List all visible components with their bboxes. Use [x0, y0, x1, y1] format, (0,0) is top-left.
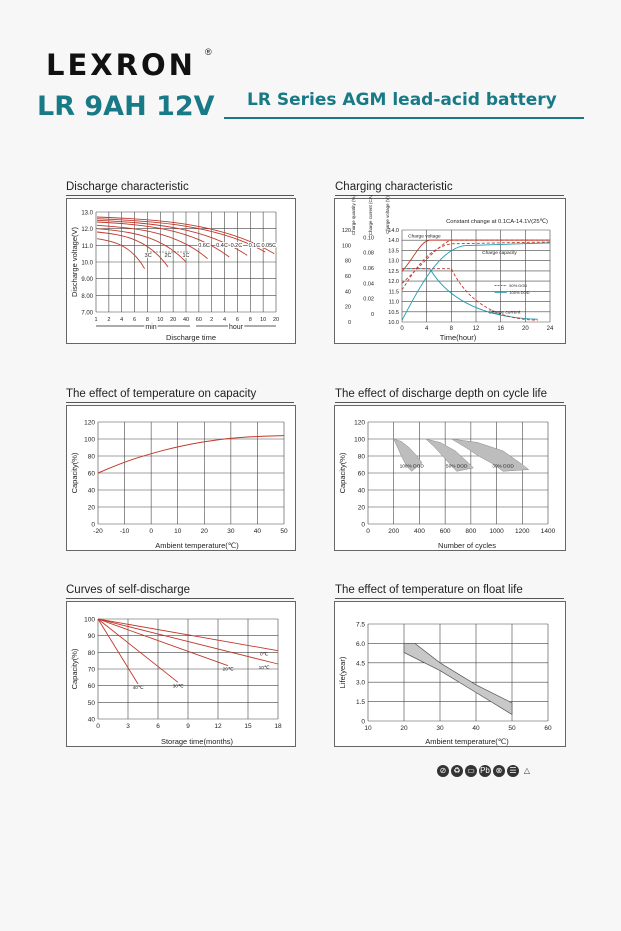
legend-label: 50% DOD: [509, 283, 528, 289]
x-tick-label: 10: [260, 317, 267, 323]
x-tick-label: 8: [145, 317, 149, 323]
title-temp-capacity: The effect of temperature on capacity: [66, 388, 257, 400]
x-tick-label: 18: [274, 723, 282, 730]
x-tick-label: 400: [413, 528, 425, 535]
axis-header: Charge current (CA): [368, 194, 373, 236]
quantity-tick: 100: [341, 243, 351, 250]
current-tick: 0.06: [363, 266, 374, 272]
y-tick-label: 11.0: [81, 243, 93, 250]
y-tick-label: 40: [87, 716, 95, 724]
y-tick-label: 100: [84, 616, 95, 624]
y-tick-label: 120: [354, 419, 365, 427]
x-tick-label: 50: [508, 725, 516, 732]
y-tick-label: 6.0: [355, 640, 365, 648]
discharge-chart: [66, 198, 296, 344]
no-trash-icon: ⊗: [493, 765, 505, 777]
x-tick-label: 10: [174, 528, 182, 535]
y-axis-label: Capacity(%): [338, 452, 347, 494]
voltage-tick: 12.0: [388, 279, 399, 286]
x-tick-label: 24: [546, 326, 554, 332]
current-tick: 0.10: [363, 235, 374, 242]
y-tick-label: 0: [361, 521, 365, 529]
charging-chart: [334, 194, 566, 344]
x-tick-label: 0: [96, 723, 100, 730]
x-tick-label: 600: [439, 528, 451, 535]
x-tick-label: 50: [280, 528, 288, 535]
self-discharge-chart: [66, 601, 296, 747]
x-tick-label: 30: [227, 528, 235, 535]
x-tick-label: 0: [149, 528, 153, 535]
x-tick-label: 1000: [489, 528, 504, 535]
curve-label: 0.4C: [216, 243, 228, 249]
curve-label: 3C: [144, 253, 152, 259]
x-tick-label: 2: [210, 317, 214, 323]
temp-capacity-chart: [66, 405, 296, 551]
x-tick-label: 800: [465, 528, 477, 535]
float-life-chart: [334, 601, 566, 747]
y-tick-label: 7.00: [81, 310, 93, 317]
line-label: 0℃: [259, 652, 269, 658]
current-tick: 0.04: [363, 281, 374, 288]
rule-float-life: [335, 598, 564, 599]
quantity-tick: 60: [344, 274, 351, 280]
y-tick-label: 4.5: [355, 660, 365, 668]
legend-label: 100% DOD: [509, 290, 530, 296]
curve-label: 2C: [164, 253, 172, 259]
x-tick-label: 6: [235, 317, 239, 323]
voltage-tick: 12.5: [388, 268, 399, 275]
x-axis-label: Discharge time: [165, 333, 217, 342]
y-tick-label: 9.00: [81, 277, 93, 284]
model-title: LR 9AH 12V: [37, 91, 215, 122]
x-tick-label: -10: [119, 528, 130, 535]
voltage-tick: 10.5: [388, 309, 399, 316]
header-divider: [224, 117, 584, 119]
curve-label: 0.1C: [248, 243, 261, 249]
quantity-tick: 20: [344, 304, 351, 311]
x-axis-label: Ambient temperature(℃): [155, 541, 239, 550]
voltage-tick: 14.0: [388, 228, 399, 234]
x-tick-label: 6: [156, 723, 160, 730]
voltage-tick: 13.5: [388, 248, 399, 255]
x-tick-label: 20: [200, 528, 208, 535]
current-tick: 0: [370, 312, 374, 318]
x-tick-label: 60: [195, 317, 202, 323]
x-tick-label: 9: [186, 723, 190, 730]
y-tick-label: 80: [357, 453, 365, 461]
x-tick-label: 20: [272, 317, 280, 323]
warning-icon: △: [523, 766, 531, 775]
voltage-tick: 10.0: [388, 320, 399, 326]
x-tick-label: 0: [400, 326, 404, 332]
x-tick-label: 2: [107, 317, 111, 323]
x-tick-label: 6: [133, 317, 137, 323]
x-axis-label: Number of cycles: [438, 541, 496, 550]
x-axis-label: Time(hour): [439, 333, 477, 342]
curve-label: Charge current: [488, 310, 521, 316]
curve-label: 0.6C: [198, 243, 210, 249]
title-float-life: The effect of temperature on float life: [335, 584, 523, 596]
y-tick-label: 80: [87, 453, 95, 461]
y-tick-label: 40: [87, 487, 95, 495]
y-tick-label: 70: [87, 666, 95, 674]
y-axis-label: Life(year): [338, 656, 347, 689]
x-tick-label: 1400: [540, 528, 556, 535]
battery-icon: ▭: [465, 765, 477, 777]
quantity-tick: 40: [344, 289, 351, 296]
y-tick-label: 13.0: [81, 210, 93, 217]
line-label: 20℃: [222, 667, 234, 673]
x-tick-label: 20: [170, 317, 177, 323]
brand-logo: LEXRON: [46, 48, 196, 82]
curve-label: 0.05C: [261, 243, 277, 249]
y-tick-label: 60: [87, 470, 95, 478]
read-manual-icon: ☰: [507, 765, 519, 777]
y-tick-label: 10.0: [81, 260, 93, 267]
certification-icons: [437, 765, 533, 777]
band-label: 100% DOD: [399, 464, 424, 470]
y-tick-label: 0: [361, 718, 365, 726]
y-tick-label: 20: [87, 504, 95, 512]
y-tick-label: 7.5: [355, 621, 365, 629]
x-tick-label: -20: [93, 528, 103, 535]
y-tick-label: 60: [87, 683, 95, 691]
y-tick-label: 12.0: [81, 227, 93, 234]
x-tick-label: 16: [497, 326, 505, 332]
x-tick-label: 4: [120, 317, 124, 323]
line-label: 40℃: [132, 686, 144, 691]
quantity-tick: 120: [341, 228, 351, 234]
y-tick-label: 1.5: [355, 699, 365, 707]
x-tick-label: 8: [449, 326, 454, 332]
voltage-tick: 11.0: [388, 299, 399, 306]
x-axis-label: Storage time(months): [160, 737, 234, 746]
x-tick-label: 3: [126, 723, 130, 730]
y-tick-label: 80: [87, 649, 95, 657]
voltage-tick: 13.0: [388, 258, 399, 265]
registered-mark: ®: [205, 47, 212, 57]
no-fire-icon: ⊘: [437, 765, 449, 777]
curve-label: 0.2C: [230, 243, 243, 249]
curve-label: Charge voltage: [408, 234, 441, 240]
rule-temp-capacity: [66, 402, 294, 403]
y-tick-label: 120: [84, 419, 95, 427]
y-tick-label: 8.00: [81, 293, 93, 300]
x-tick-label: 15: [244, 723, 252, 730]
x-tick-label: 40: [182, 317, 190, 323]
curve-label: 1C: [182, 253, 190, 259]
y-tick-label: 20: [357, 504, 365, 512]
rule-self-discharge: [66, 598, 294, 599]
recycle-icon: ♻: [451, 765, 463, 777]
x-tick-label: 60: [544, 725, 552, 732]
x-tick-label: 40: [253, 528, 262, 535]
quantity-tick: 80: [344, 258, 351, 265]
line-label: 10℃: [258, 666, 270, 671]
x-tick-label: 4: [424, 326, 429, 332]
band-label: 30% DOD: [492, 464, 514, 470]
voltage-tick: 11.5: [388, 289, 399, 296]
title-self-discharge: Curves of self-discharge: [66, 584, 190, 596]
y-axis-label: Discharge voltage(V): [70, 226, 79, 298]
y-tick-label: 0: [91, 521, 95, 529]
y-axis-label: Capacity(%): [70, 648, 79, 690]
title-cycle-life: The effect of discharge depth on cycle life: [335, 388, 548, 400]
unit-hour-label: hour: [228, 324, 244, 331]
x-tick-label: 1: [94, 317, 98, 323]
axis-header: Charge voltage (V): [385, 196, 390, 234]
x-tick-label: 12: [472, 326, 480, 332]
x-tick-label: 30: [436, 725, 444, 732]
y-tick-label: 50: [87, 699, 95, 707]
x-tick-label: 40: [472, 725, 480, 732]
x-tick-label: 8: [248, 317, 252, 323]
x-tick-label: 0: [366, 528, 370, 535]
current-tick: 0.02: [363, 296, 374, 303]
band-label: 50% DOD: [445, 464, 468, 470]
pb-icon: Pb: [480, 766, 490, 775]
unit-min-label: min: [145, 324, 157, 331]
title-discharge: Discharge characteristic: [66, 181, 189, 193]
x-tick-label: 4: [223, 317, 227, 323]
x-tick-label: 20: [521, 326, 529, 332]
cycle-life-chart: [334, 405, 566, 551]
y-tick-label: 3.0: [355, 679, 365, 687]
x-axis-label: Ambient temperature(℃): [425, 737, 509, 746]
current-tick: 0.08: [363, 250, 374, 257]
axis-header: Charge quantity (%): [351, 194, 356, 236]
x-tick-label: 10: [364, 725, 372, 732]
y-tick-label: 40: [357, 487, 365, 495]
y-tick-label: 100: [84, 436, 95, 444]
y-tick-label: 100: [354, 436, 365, 444]
title-charging: Charging characteristic: [335, 181, 453, 193]
rule-cycle-life: [335, 402, 564, 403]
rule-discharge: [66, 195, 294, 196]
y-tick-label: 60: [357, 470, 365, 478]
charge-annotation: Constant change at 0.1CA-14.1V(25℃): [446, 219, 548, 225]
x-tick-label: 1200: [515, 528, 530, 535]
x-tick-label: 20: [400, 725, 408, 732]
y-axis-label: Capacity(%): [70, 452, 79, 494]
x-tick-label: 10: [157, 317, 164, 323]
quantity-tick: 0: [347, 320, 351, 326]
y-tick-label: 90: [87, 633, 95, 641]
series-title: LR Series AGM lead-acid battery: [247, 90, 557, 110]
x-tick-label: 12: [214, 723, 222, 730]
line-label: 30℃: [172, 684, 184, 690]
curve-label: Charge capacity: [482, 250, 517, 256]
voltage-tick: 14.0: [388, 238, 399, 245]
x-tick-label: 200: [388, 528, 400, 535]
